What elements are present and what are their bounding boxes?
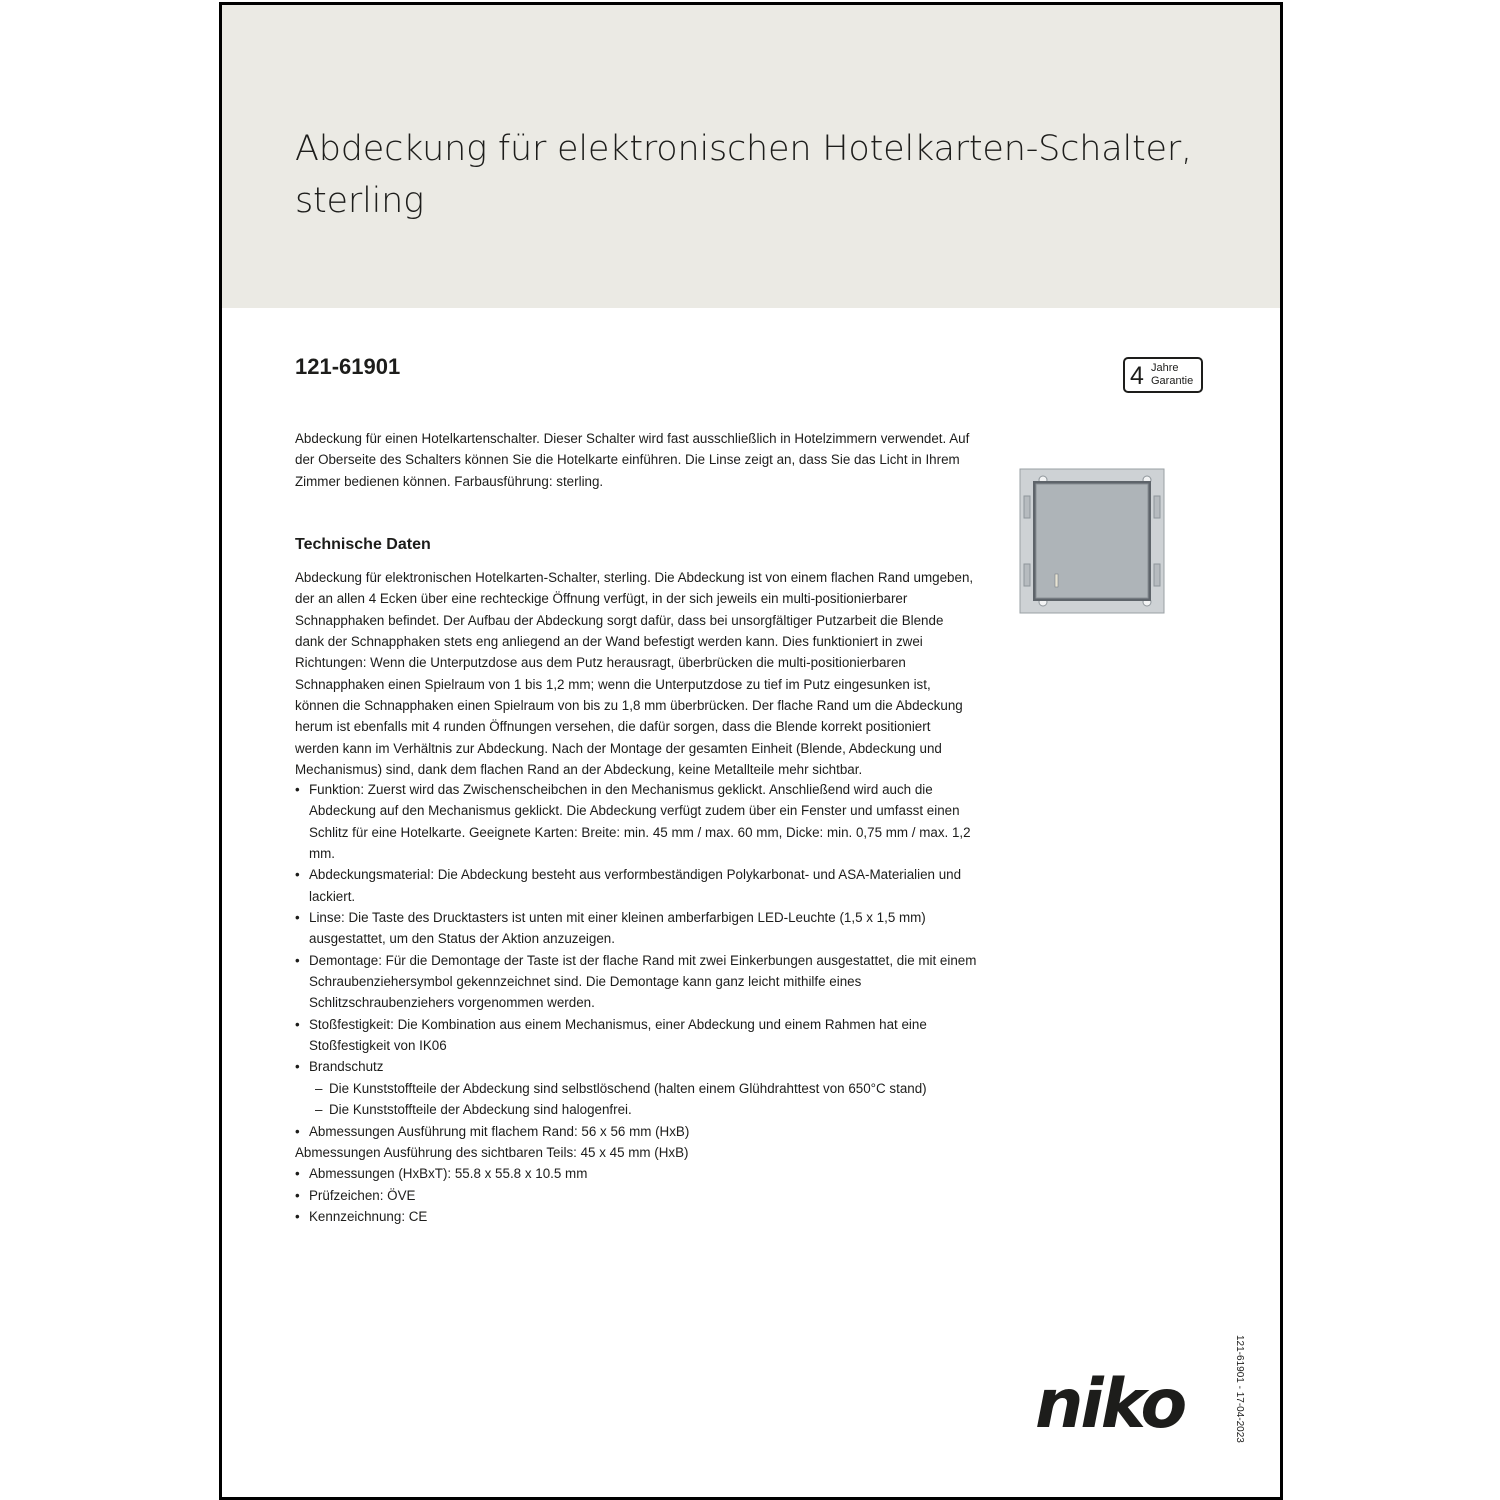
warranty-badge xyxy=(1123,357,1203,393)
spec-text: Abdeckungsmaterial: Die Abdeckung besteht aus verformbeständigen Polykarbonat- und ASA-Materialien und lackiert. xyxy=(309,867,962,904)
spec-text: Prüfzeichen: ÖVE xyxy=(309,1187,416,1203)
snap-hook-icon xyxy=(1024,564,1030,586)
bullet: • xyxy=(295,952,300,968)
dash: – xyxy=(315,1080,323,1096)
spec-sub-item xyxy=(295,1078,985,1099)
spec-sub-text: Die Kunststoffteile der Abdeckung sind selbstlöschend (halten einem Glühdrahttest von 650°C stand) xyxy=(329,1080,927,1096)
bullet: • xyxy=(295,910,300,926)
technical-data-heading: Technische Daten xyxy=(295,536,431,553)
spec-item xyxy=(295,1185,985,1206)
document-code-text: 121-61901 - 17-04-2023 xyxy=(1234,1335,1245,1443)
bullet: • xyxy=(295,1016,300,1032)
snap-hook-icon xyxy=(1024,496,1030,518)
spec-item xyxy=(295,1163,985,1184)
spec-item xyxy=(295,1014,985,1057)
warranty-years: 4 xyxy=(1130,362,1144,390)
logo-text: niko xyxy=(1035,1371,1185,1435)
spec-text: Abmessungen (HxBxT): 55.8 x 55.8 x 10.5 mm xyxy=(309,1166,588,1182)
dash: – xyxy=(315,1102,323,1118)
bullet: • xyxy=(295,1208,300,1224)
warranty-label-years: Jahre xyxy=(1151,362,1179,374)
bullet: • xyxy=(295,1123,300,1139)
spec-text: Kennzeichnung: CE xyxy=(309,1208,428,1224)
spec-list xyxy=(295,779,985,1227)
article-number: 121-61901 xyxy=(295,354,401,379)
spec-text: Stoßfestigkeit: Die Kombination aus einem Mechanismus, einer Abdeckung und einem Rahmen hat eine Stoßfestigkeit von IK06 xyxy=(309,1016,927,1054)
technical-description: Abdeckung für elektronischen Hotelkarten-Schalter, sterling. Die Abdeckung ist von einem flachen Rand umgeben, der an allen 4 Ecken über eine rechteckige Öffnung verfügt, in der sich jeweils ein multi-positionierbarer Schnapphaken befindet. Der Aufbau der Abdeckung sorgt dafür, dass bei unsorgfältiger Putzarbeit die Blende dank der Schnapphaken stets eng anliegend an der Wand befestigt werden kann. Dies funktioniert in zwei Richtungen: Wenn die Unterputzdose aus dem Putz herausragt, überbrücken die multi-positionierbaren Schnapphaken einen Spielraum von 1 bis 1,2 mm; wenn die Unterputzdose zu tief im Putz eingesunken ist, können die Schnapphaken einen Spielraum von bis zu 1,8 mm überbrücken. Der flache Rand um die Abdeckung herum ist ebenfalls mit 4 runden Öffnungen versehen, die dafür sorgen, dass die Blende korrekt positioniert werden kann im Verhältnis zur Abdeckung. Nach der Montage der gesamten Einheit (Blende, Abdeckung und Mechanismus) sind, dank dem flachen Rand an der Abdeckung, keine Metallteile mehr sichtbar. xyxy=(295,570,974,778)
spec-text: Abmessungen Ausführung mit flachem Rand: 56 x 56 mm (HxB) xyxy=(309,1123,690,1139)
spec-sub-text: Die Kunststoffteile der Abdeckung sind halogenfrei. xyxy=(329,1102,632,1118)
spec-item xyxy=(295,1056,985,1077)
bullet: • xyxy=(295,1166,300,1182)
bullet: • xyxy=(295,1059,300,1075)
document-code xyxy=(1233,1335,1251,1443)
snap-hook-icon xyxy=(1154,564,1160,586)
header-band xyxy=(222,5,1280,308)
spec-item xyxy=(295,907,985,950)
spec-item xyxy=(295,864,985,907)
spec-text: Demontage: Für die Demontage der Taste ist der flache Rand mit zwei Einkerbungen ausgestattet, die mit einem Schraubenziehersymbol gekennzeichnet sind. Die Demontage kann ganz leicht mithilfe eines Schlitzschraubenziehers vorgenommen werden. xyxy=(309,952,977,1011)
spec-item xyxy=(295,950,985,1014)
spec-item xyxy=(295,1206,985,1227)
spec-text: Brandschutz xyxy=(309,1059,384,1075)
datasheet-page xyxy=(219,2,1283,1500)
spec-item xyxy=(295,1121,985,1142)
bullet: • xyxy=(295,867,300,883)
spec-sub-item xyxy=(295,1099,985,1120)
spec-text: Funktion: Zuerst wird das Zwischenscheibchen in den Mechanismus geklickt. Anschließend wird auch die Abdeckung auf den Mechanismus geklickt. Die Abdeckung verfügt zudem über ein Fenster und umfasst einen Schlitz für eine Hotelkarte. Geeignete Karten: Breite: min. 45 mm / max. 60 mm, Dicke: min. 0,75 mm / max. 1,2 mm. xyxy=(309,782,971,862)
bullet: • xyxy=(295,782,300,797)
page-title: Abdeckung für elektronischen Hotelkarten-Schalter, sterling xyxy=(295,129,1192,221)
snap-hook-icon xyxy=(1154,496,1160,518)
warranty-label-guarantee: Garantie xyxy=(1151,375,1194,387)
spec-text: Linse: Die Taste des Drucktasters ist unten mit einer kleinen amberfarbigen LED-Leuchte (1,5 x 1,5 mm) ausgestattet, um den Status der Aktion anzuzeigen. xyxy=(309,910,926,947)
product-image xyxy=(1019,468,1165,614)
bullet: • xyxy=(295,1187,300,1203)
cover-plate xyxy=(1036,484,1148,598)
spec-plain-line: Abmessungen Ausführung des sichtbaren Teils: 45 x 45 mm (HxB) xyxy=(295,1144,689,1160)
spec-item xyxy=(295,779,985,864)
intro-paragraph: Abdeckung für einen Hotelkartenschalter. Dieser Schalter wird fast ausschließlich in Hotelzimmern verwendet. Auf der Oberseite des Schalters können Sie die Hotelkarte einführen. Die Linse zeigt an, dass Sie das Licht in Ihrem Zimmer bedienen können. Farbausführung: sterling. xyxy=(295,431,970,489)
niko-logo xyxy=(1035,1371,1207,1435)
led-lens-icon xyxy=(1055,574,1058,587)
